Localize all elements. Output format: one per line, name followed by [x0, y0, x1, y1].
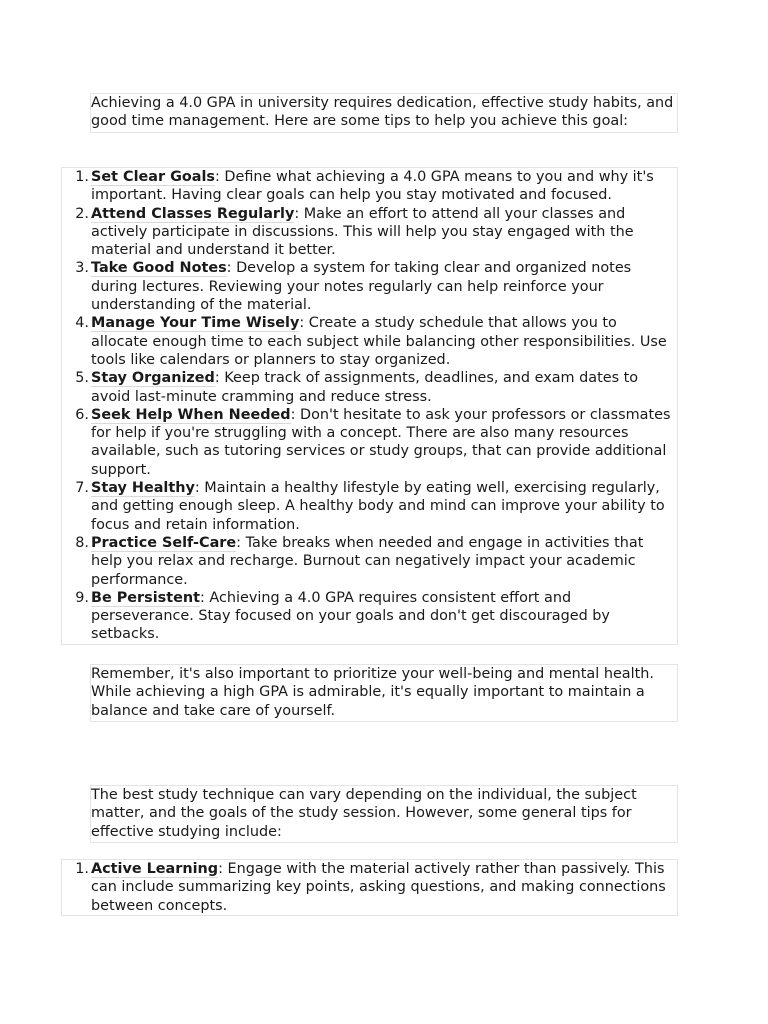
intro-text: Achieving a 4.0 GPA in university requires dedication, effective study habits, and good time management. Here are some tips to help you achieve this goal: [91, 95, 674, 130]
intro-paragraph [90, 93, 678, 133]
list-number: 4. [75, 315, 89, 332]
list-number: 7. [75, 480, 89, 497]
tip-term: Seek Help When Needed [91, 406, 291, 423]
tip-text: : Define what achieving a 4.0 GPA means to you and why it's important. Having clear goals can help you stay motivated and focused. [91, 169, 654, 204]
list-number: 9. [75, 589, 89, 606]
list-number: 6. [75, 406, 89, 423]
study-intro-text: The best study technique can vary depending on the individual, the subject matter, and the goals of the study session. However, some general tips for effective studying include: [91, 787, 637, 840]
list-item [75, 205, 673, 260]
closing-text: Remember, it's also important to prioritize your well-being and mental health. While achieving a high GPA is admirable, it's equally important to maintain a balance and take care of yourself. [91, 666, 654, 719]
tip-text: : Keep track of assignments, deadlines, and exam dates to avoid last-minute cramming and reduce stress. [91, 370, 639, 405]
list-number: 3. [75, 260, 89, 277]
list-item [75, 369, 673, 406]
list-item [75, 479, 673, 534]
list-item [75, 259, 673, 314]
tip-term: Active Learning [91, 861, 219, 877]
list-item [75, 534, 673, 589]
list-item [75, 314, 673, 369]
list-number: 8. [75, 534, 89, 551]
tip-text: : Create a study schedule that allows you to allocate enough time to each subject while balancing other responsibilities. Use tools like calendars or planners to stay organized. [91, 315, 667, 368]
study-intro-paragraph [90, 785, 678, 843]
list-item [75, 168, 673, 205]
tip-text: : Maintain a healthy lifestyle by eating well, exercising regularly, and getting enough sleep. A healthy body and mind can improve your ability to focus and retain information. [91, 480, 665, 533]
study-tips-list [61, 859, 678, 916]
list-item [75, 589, 673, 644]
tip-text: : Make an effort to attend all your classes and actively participate in discussions. This will help you stay engaged with the material and understand it better. [91, 205, 634, 259]
tip-text: : Achieving a 4.0 GPA requires consistent effort and perseverance. Stay focused on your goals and don't get discouraged by setbacks. [91, 589, 610, 643]
list-number: 2. [75, 205, 89, 222]
list-number: 1. [75, 861, 89, 877]
tip-term: Take Good Notes [91, 260, 227, 277]
tip-term: Be Persistent [91, 589, 200, 606]
tip-text: : Don't hesitate to ask your professors or classmates for help if you're struggling with a concept. There are also many resources available, such as tutoring services or study groups, that can provide additional support. [91, 406, 671, 478]
tip-term: Stay Healthy [91, 480, 195, 497]
tip-text: : Take breaks when needed and engage in activities that help you relax and recharge. Burnout can negatively impact your academic performance. [91, 534, 644, 588]
tip-text: : Engage with the material actively rather than passively. This can include summarizing key points, asking questions, and making connections between concepts. [91, 861, 666, 914]
list-item [75, 860, 673, 915]
closing-paragraph [90, 664, 678, 722]
list-number: 5. [75, 370, 89, 387]
tip-term: Attend Classes Regularly [91, 205, 295, 222]
list-item [75, 406, 673, 479]
tip-term: Stay Organized [91, 370, 215, 387]
tip-term: Manage Your Time Wisely [91, 315, 300, 332]
list-number: 1. [75, 169, 89, 185]
tip-text: : Develop a system for taking clear and organized notes during lectures. Reviewing your notes regularly can help reinforce your understanding of the material. [91, 260, 632, 314]
tip-term: Practice Self-Care [91, 534, 237, 551]
gpa-tips-list [61, 167, 678, 645]
tip-term: Set Clear Goals [91, 169, 215, 185]
